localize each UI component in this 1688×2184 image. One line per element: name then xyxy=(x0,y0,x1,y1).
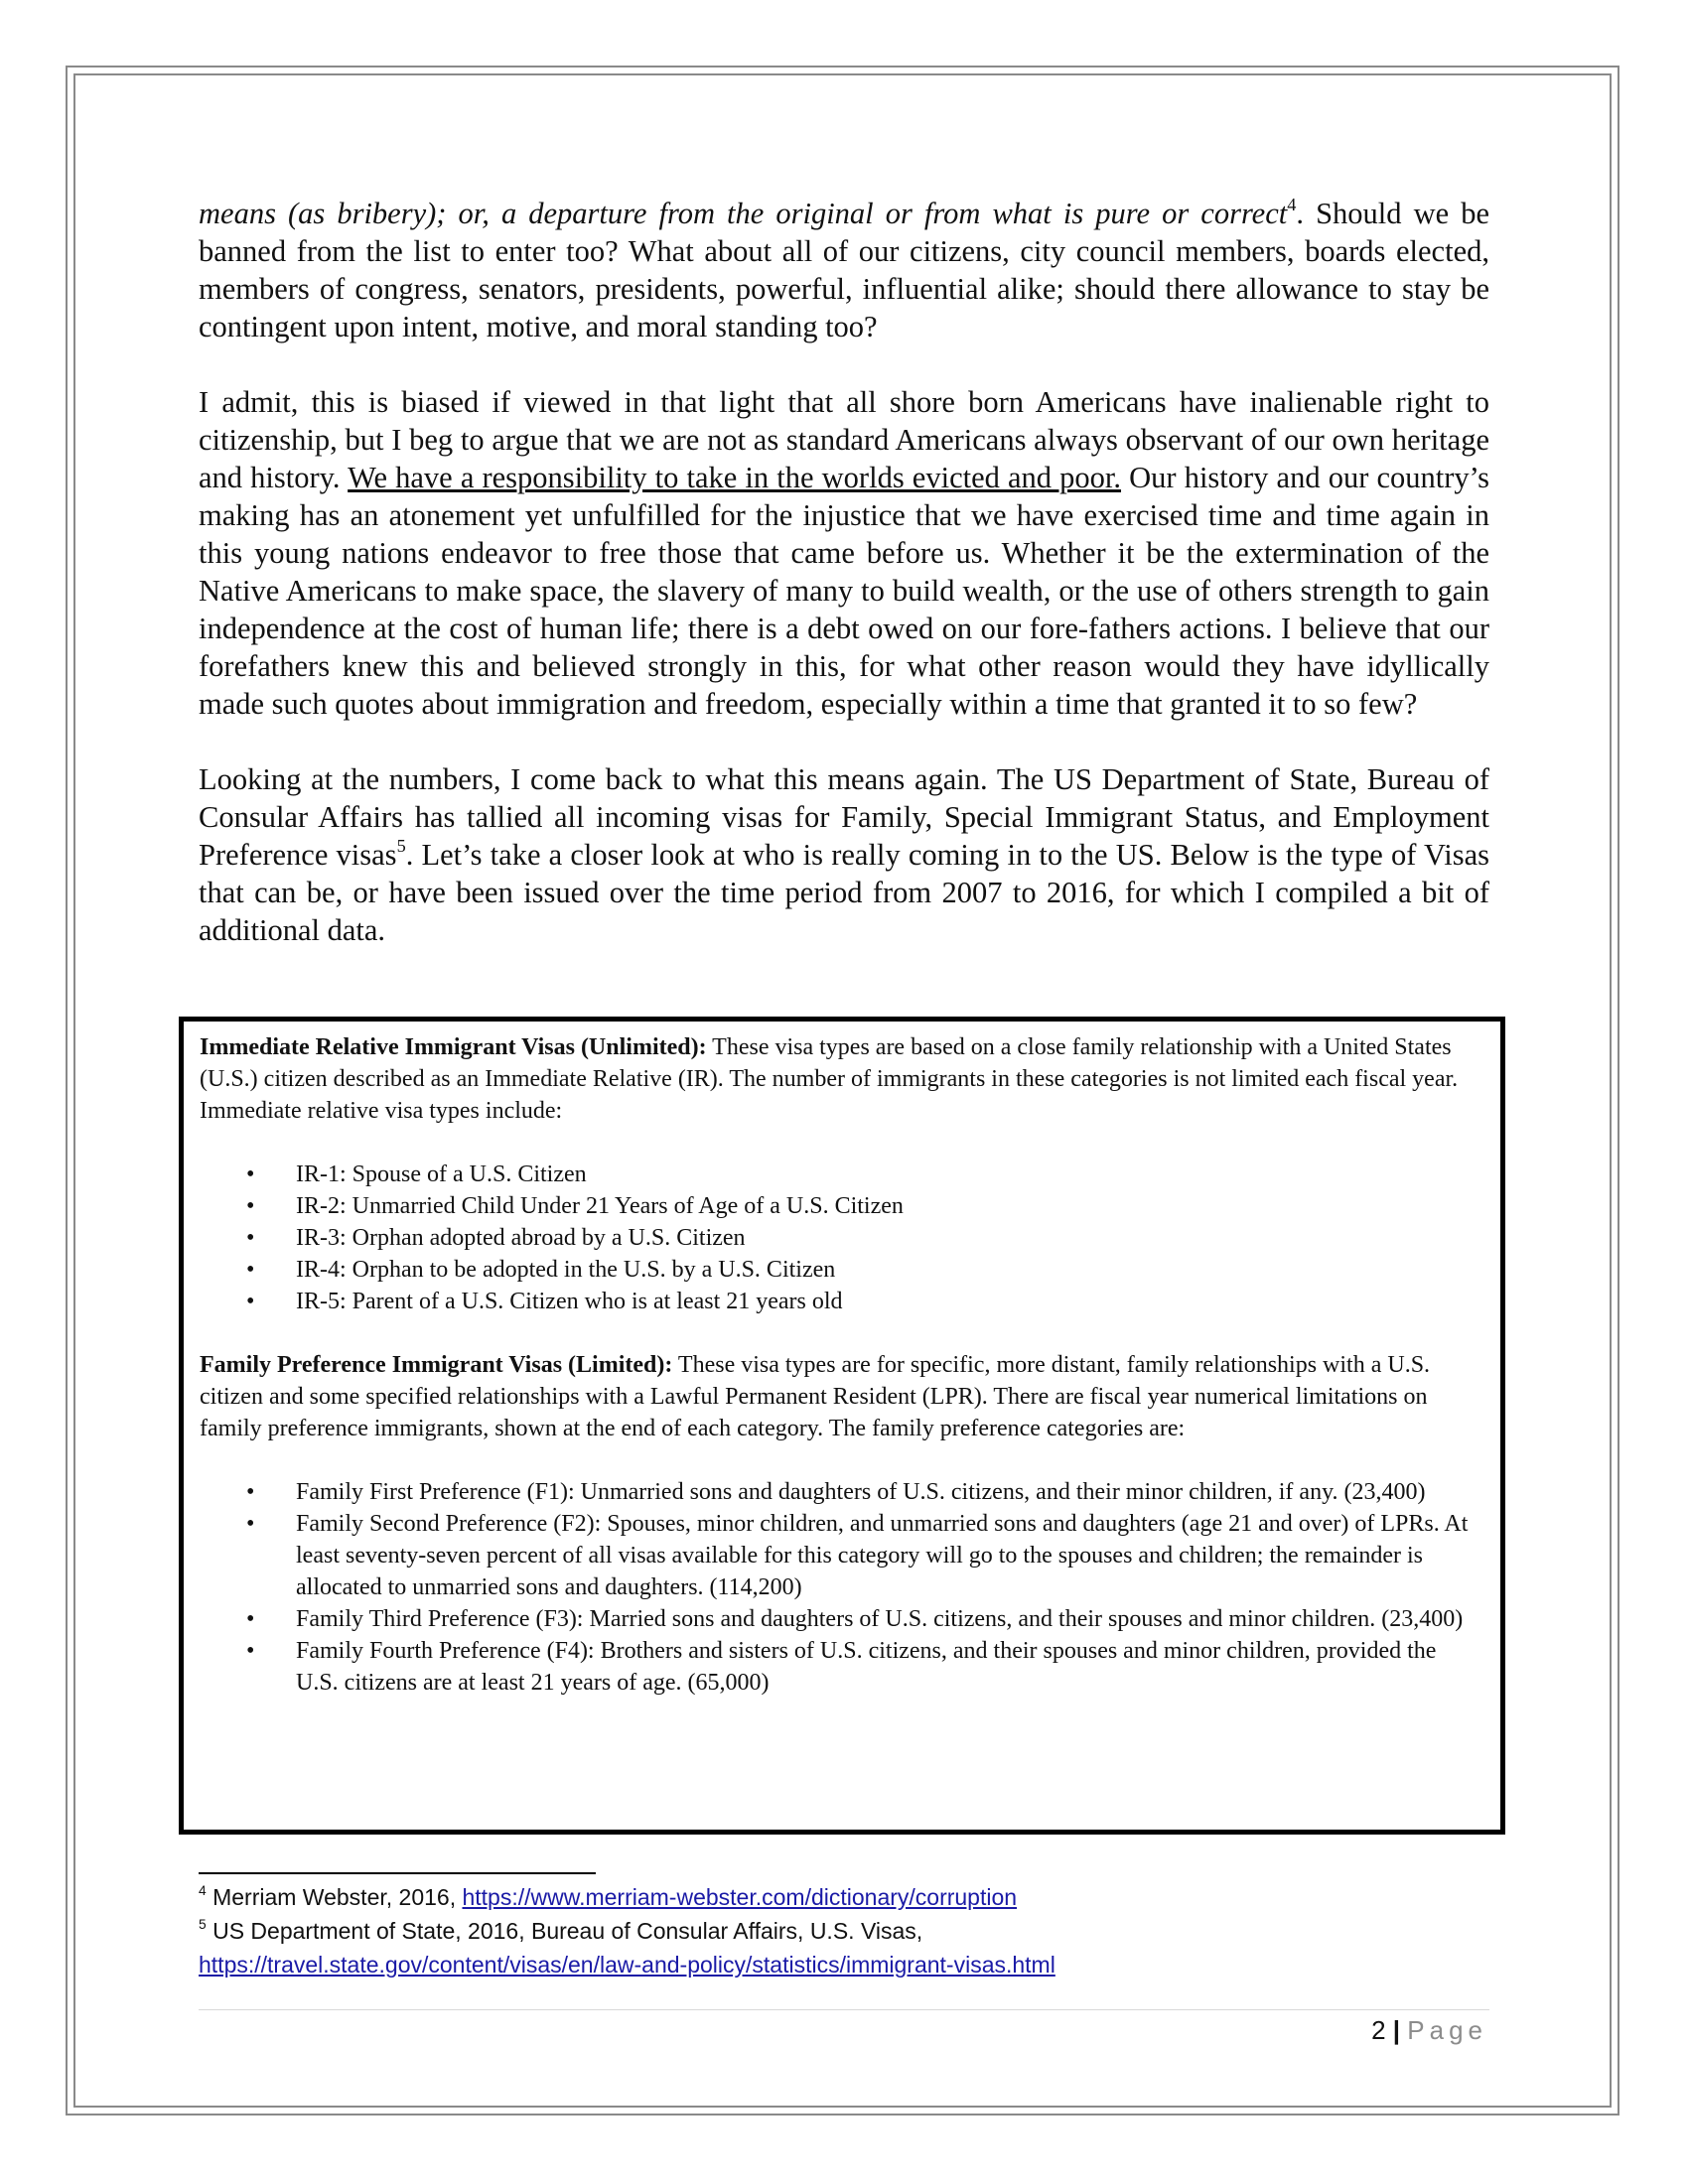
bullet-icon: • xyxy=(246,1257,255,1283)
body-text xyxy=(199,195,1489,949)
list-item: • Family Fourth Preference (F4): Brothers and sisters of U.S. citizens, and their spouses and minor children, provided the U.S. citizens are at least 21 years of age. (65,000) xyxy=(200,1635,1484,1699)
bullet-icon: • xyxy=(246,1511,255,1537)
bullet-icon: • xyxy=(246,1161,255,1187)
bullet-icon: • xyxy=(246,1479,255,1505)
list-item: • Family Second Preference (F2): Spouses, minor children, and unmarried sons and daughters (age 21 and over) of LPRs. At least seventy-seven percent of all visas available for this category will go to the spouses and children; the remainder is allocated to unmarried sons and daughters. (114,200) xyxy=(200,1508,1484,1603)
page-number: 2 | Page xyxy=(1371,2015,1487,2045)
footnote-ref-5: 5 xyxy=(396,836,406,857)
list-item: • Family Third Preference (F3): Married sons and daughters of U.S. citizens, and their spouses and minor children. (23,400) xyxy=(200,1603,1484,1635)
definition-text: means (as bribery); or, a departure from the original or from what is pure or correct xyxy=(199,197,1288,230)
footnote-separator xyxy=(199,1872,596,1874)
paragraph-3 xyxy=(199,760,1489,949)
list-item: • IR-2: Unmarried Child Under 21 Years of Age of a U.S. Citizen xyxy=(200,1190,1484,1222)
bullet-icon: • xyxy=(246,1225,255,1251)
footnote-4: $^4$ Merriam Webster, 2016, https://www.merriam-webster.com/dictionary/corruption xyxy=(199,1882,1018,1910)
footnote-ref-4: 4 xyxy=(1287,195,1297,215)
page-label: Page xyxy=(1407,2015,1487,2045)
bullet-icon: • xyxy=(246,1193,255,1219)
paragraph-3-text-a: Looking at the numbers, I come back to what this means again. The US Department of State, Bureau of Consular Affairs has tallied all incoming visas for Family, Special Immigrant Status, and Employment Preference visas xyxy=(199,762,1489,872)
bullet-icon: • xyxy=(246,1289,255,1314)
fp-heading: Family Preference Immigrant Visas (Limited): xyxy=(200,1352,673,1378)
paragraph-3-text-b: . Let’s take a closer look at who is really coming in to the US. Below is the type of Visas that can be, or have been issued over the time period from 2007 to 2016, for which I compiled a bit of additional data. xyxy=(199,838,1489,947)
bullet-icon: • xyxy=(246,1638,255,1664)
paragraph-1-text: . Should we be banned from the list to enter too? What about all of our citizens, city council members, boards elected, members of congress, senators, presidents, powerful, influential alike; should there allowance to stay be contingent upon intent, motive, and moral standing too? xyxy=(199,197,1489,343)
paragraph-2-text-b: Our history and our country’s making has an atonement yet unfulfilled for the injustice that we have exercised time and time again in this young nations endeavor to free those that came before us. Whether it be the extermination of the Native Americans to make space, the slavery of many to build wealth, or the use of others strength to gain independence at the cost of human life; there is a debt owed on our fore-fathers actions. I believe that our forefathers knew this and believed strongly in this, for what other reason would they have idyllically made such quotes about immigration and freedom, especially within a time that granted it to so few? xyxy=(199,461,1489,721)
footer-divider xyxy=(199,2009,1489,2010)
underlined-statement: We have a responsibility to take in the worlds evicted and poor. xyxy=(348,461,1122,494)
list-item: • IR-4: Orphan to be adopted in the U.S. by a U.S. Citizen xyxy=(200,1254,1484,1286)
footnote-4-link[interactable]: https://www.merriam-webster.com/dictionary/corruption xyxy=(462,1884,1018,1910)
bullet-icon: • xyxy=(246,1606,255,1632)
fp-text: These visa types are for specific, more distant, family relationships with a U.S. citizen and some specified relationships with a Lawful Permanent Resident (LPR). There are fiscal year numerical limitations on family preference immigrants, shown at the end of each category. The family preference categories are: xyxy=(200,1352,1431,1441)
list-item: • Family First Preference (F1): Unmarried sons and daughters of U.S. citizens, and their minor children, if any. (23,400) xyxy=(200,1476,1484,1508)
fp-list xyxy=(200,1476,1484,1699)
paragraph-2 xyxy=(199,383,1489,723)
footnotes xyxy=(199,1880,1489,1981)
list-item: • IR-3: Orphan adopted abroad by a U.S. Citizen xyxy=(200,1222,1484,1254)
paragraph-1 xyxy=(199,195,1489,345)
list-item: • IR-1: Spouse of a U.S. Citizen xyxy=(200,1159,1484,1190)
footnote-5: $^5$ US Department of State, 2016, Bureau of Consular Affairs, U.S. Visas, xyxy=(199,1916,923,1944)
ir-list xyxy=(200,1159,1484,1317)
ir-description xyxy=(200,1031,1484,1127)
ir-heading: Immediate Relative Immigrant Visas (Unlimited): xyxy=(200,1034,707,1060)
paragraph-2-text-a: I admit, this is biased if viewed in that light that all shore born Americans have inalienable right to citizenship, but I beg to argue that we are not as standard Americans always observant of our own heritage and history. xyxy=(199,385,1489,494)
footnote-5-link[interactable]: https://travel.state.gov/content/visas/en/law-and-policy/statistics/immigrant-visas.html xyxy=(199,1952,1055,1978)
fp-description xyxy=(200,1349,1484,1444)
visa-types-box xyxy=(179,1017,1505,1835)
ir-text: These visa types are based on a close family relationship with a United States (U.S.) citizen described as an Immediate Relative (IR). The number of immigrants in these categories is not limited each fiscal year. Immediate relative visa types include: xyxy=(200,1034,1459,1124)
list-item: • IR-5: Parent of a U.S. Citizen who is at least 21 years old xyxy=(200,1286,1484,1317)
